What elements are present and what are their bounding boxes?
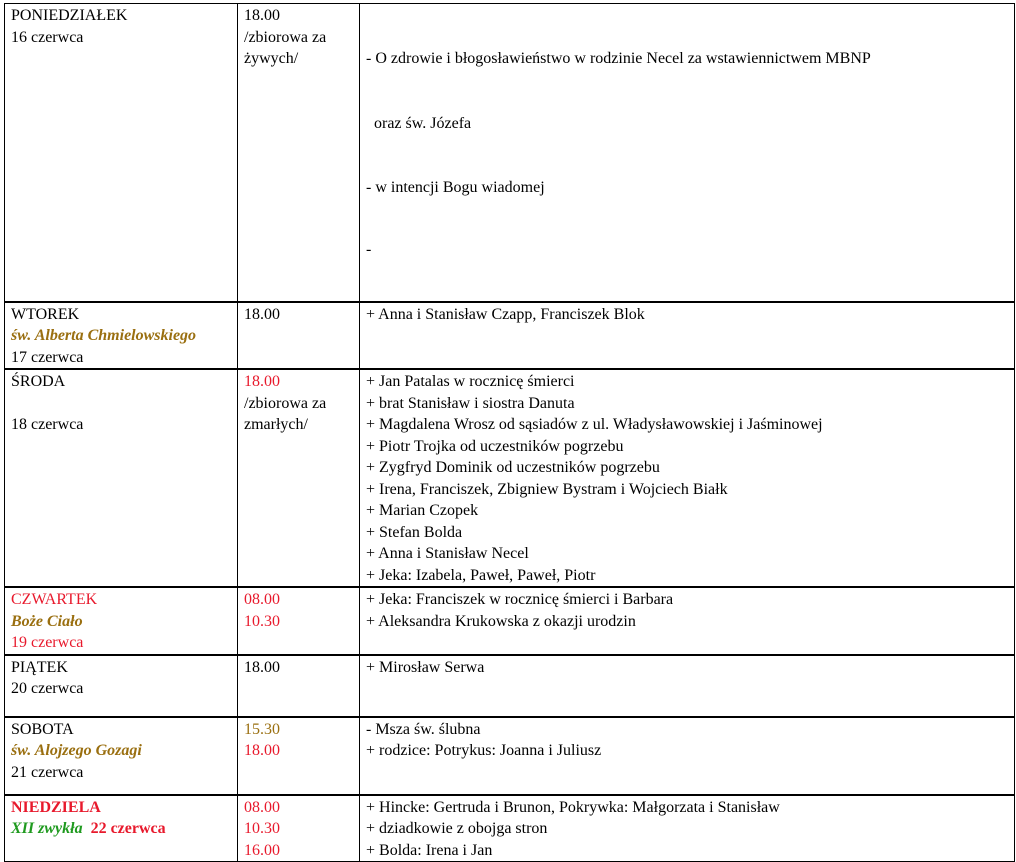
intention: + Bolda: Irena i Jan: [366, 841, 493, 859]
table-row: [5, 587, 1015, 655]
table-row: [5, 795, 1015, 862]
mass-time: 18.00: [244, 373, 280, 390]
intentions-cell: [360, 4, 1015, 302]
time-cell: [238, 302, 360, 370]
day-date: 17 czerwca: [11, 348, 84, 366]
day-name: CZWARTEK: [11, 591, 98, 608]
mass-intentions-table: [4, 3, 1015, 862]
intentions-cell: [360, 717, 1015, 795]
intentions-cell: [360, 369, 1015, 587]
table-row: [5, 4, 1015, 302]
day-cell: [5, 4, 238, 302]
day-date: 16 czerwca: [11, 28, 84, 46]
table-row: [5, 717, 1015, 795]
intention: + Anna i Stanisław Czapp, Franciszek Blok: [366, 305, 645, 323]
day-cell: [5, 369, 238, 587]
intention: + Jeka: Franciszek w rocznicę śmierci i Barbara: [366, 591, 674, 608]
day-name: WTOREK: [11, 305, 80, 323]
time-cell: [238, 655, 360, 717]
mass-time: 16.00: [244, 841, 280, 859]
day-name: PIĄTEK: [11, 658, 68, 676]
mass-time: 10.30: [244, 820, 280, 837]
intention: + Anna i Stanisław Necel: [366, 545, 529, 562]
mass-time: 18.00: [244, 742, 280, 759]
time-cell: [238, 795, 360, 862]
day-cell: [5, 655, 238, 717]
day-date: 19 czerwca: [11, 634, 84, 651]
intention: + Magdalena Wrosz od sąsiadów z ul. Władysławowskiej i Jaśminowej: [366, 416, 823, 433]
mass-time: 18.00: [244, 7, 280, 24]
day-name: ŚRODA: [11, 373, 66, 390]
intentions-cell: [360, 655, 1015, 717]
intention: + Zygfryd Dominik od uczestników pogrzebu: [366, 459, 660, 476]
intention: + Jeka: Izabela, Paweł, Paweł, Piotr: [366, 566, 596, 584]
saint-name: św. Alojzego Gozagi: [11, 742, 142, 759]
intention: + Irena, Franciszek, Zbigniew Bystram i Wojciech Białk: [366, 480, 728, 498]
intention: - O zdrowie i błogosławieństwo w rodzinie Necel za wstawiennictwem MBNP: [366, 50, 871, 67]
saint-name: św. Alberta Chmielowskiego: [11, 327, 197, 344]
intentions-cell: [360, 795, 1015, 862]
saint-name: Boże Ciało: [11, 612, 83, 630]
intention: + Marian Czopek: [366, 502, 479, 519]
time-cell: [238, 717, 360, 795]
table-row: [5, 369, 1015, 587]
intention: + Mirosław Serwa: [366, 658, 485, 676]
intention: + Aleksandra Krukowska z okazji urodzin: [366, 612, 636, 630]
intention: + brat Stanisław i siostra Danuta: [366, 394, 575, 412]
table-row: [5, 655, 1015, 717]
intention: + Piotr Trojka od uczestników pogrzebu: [366, 437, 624, 455]
day-name: SOBOTA: [11, 720, 74, 738]
intention: + Jan Patalas w rocznicę śmierci: [366, 373, 575, 390]
mass-time: 08.00: [244, 591, 280, 608]
intention: oraz św. Józefa: [366, 114, 472, 132]
day-cell: [5, 302, 238, 370]
day-name: PONIEDZIAŁEK: [11, 7, 128, 24]
mass-time: 18.00: [244, 658, 280, 676]
day-name: NIEDZIELA: [11, 798, 101, 816]
day-date: 20 czerwca: [11, 680, 84, 697]
mass-note: żywych/: [244, 50, 299, 67]
day-cell: [5, 717, 238, 795]
mass-note: /zbiorowa za: [244, 394, 327, 412]
spacer: [11, 393, 231, 415]
mass-time: 08.00: [244, 798, 280, 816]
mass-time: 15.30: [244, 720, 280, 738]
day-date: 18 czerwca: [11, 416, 84, 433]
intention: + dziadkowie z obojga stron: [366, 820, 548, 837]
time-cell: [238, 4, 360, 302]
intention: -: [366, 241, 372, 258]
intentions-cell: [360, 302, 1015, 370]
day-cell: [5, 795, 238, 862]
mass-note: zmarłych/: [244, 416, 308, 433]
table-row: [5, 302, 1015, 370]
intention: - Msza św. ślubna: [366, 720, 481, 738]
time-cell: [238, 369, 360, 587]
saint-name: XII zwykła: [11, 820, 83, 837]
mass-time: 10.30: [244, 612, 280, 630]
day-date: 21 czerwca: [11, 763, 84, 781]
day-cell: [5, 587, 238, 655]
intention: + rodzice: Potrykus: Joanna i Juliusz: [366, 742, 602, 759]
mass-time: 18.00: [244, 305, 280, 323]
intention: + Hincke: Gertruda i Brunon, Pokrywka: Małgorzata i Stanisław: [366, 798, 780, 816]
mass-note: /zbiorowa za: [244, 28, 327, 46]
intentions-cell: [360, 587, 1015, 655]
intention: - w intencji Bogu wiadomej: [366, 179, 545, 196]
day-date: 22 czerwca: [90, 820, 166, 837]
intention: + Stefan Bolda: [366, 523, 463, 541]
time-cell: [238, 587, 360, 655]
